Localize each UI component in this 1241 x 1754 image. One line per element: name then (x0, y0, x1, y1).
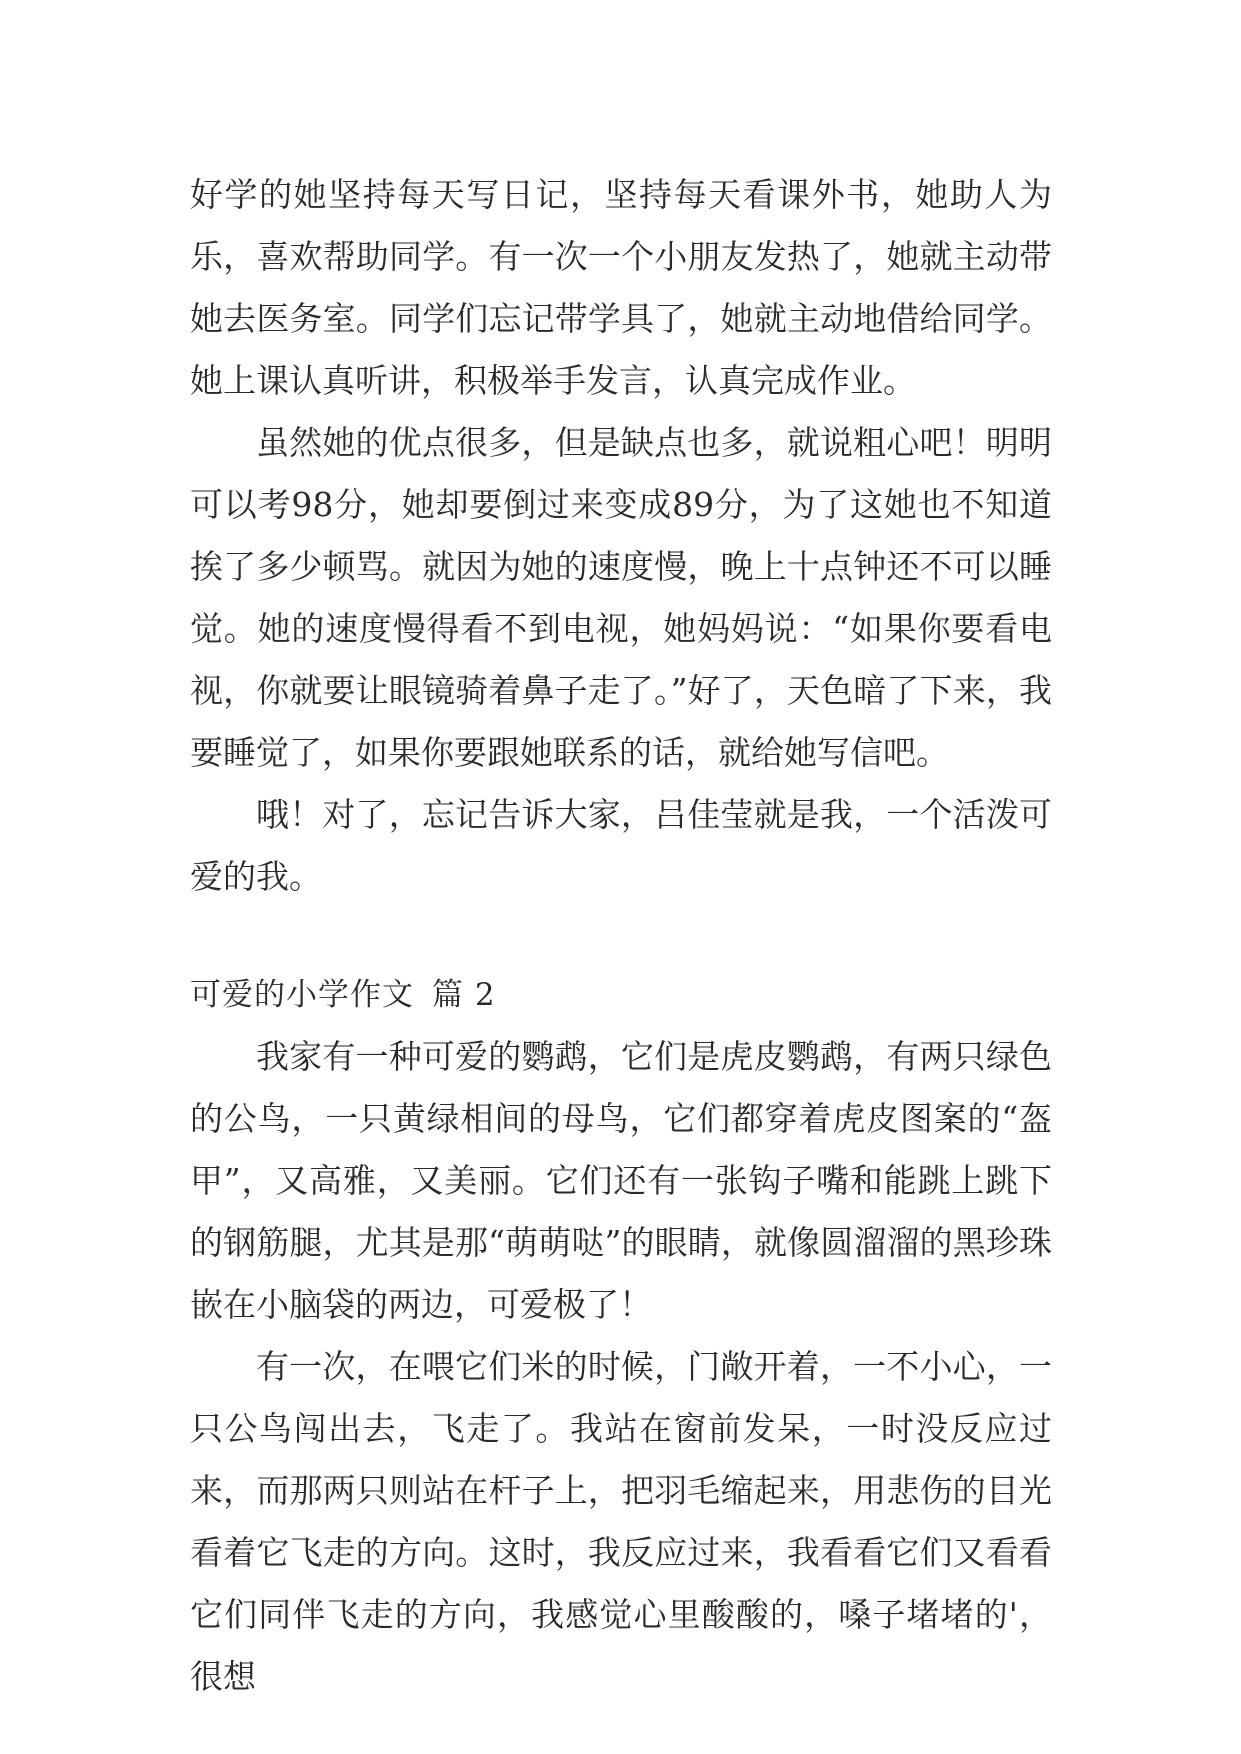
document-body (190, 164, 1052, 1708)
paragraph-parrot-escape: 有一次，在喂它们米的时候，门敞开着，一不小心，一只公鸟闯出去，飞走了。我站在窗前发呆，一时没反应过来，而那两只则站在杆子上，把羽毛缩起来，用悲伤的目光看着它飞走的方向。这时，我反应过来，我看看它们又看看它们同伴飞走的方向，我感觉心里酸酸的，嗓子堵堵的'，很想 (190, 1347, 1052, 1696)
paragraph-reveal: 哦！对了，忘记告诉大家，吕佳莹就是我，一个活泼可爱的我。 (190, 795, 1052, 896)
paragraph-continuation: 好学的她坚持每天写日记，坚持每天看课外书，她助人为乐，喜欢帮助同学。有一次一个小朋友发热了，她就主动带她去医务室。同学们忘记带学具了，她就主动地借给同学。她上课认真听讲，积极举手发言，认真完成作业。 (190, 175, 1052, 400)
paragraph-parrots-intro: 我家有一种可爱的鹦鹉，它们是虎皮鹦鹉，有两只绿色的公鸟，一只黄绿相间的母鸟，它们都穿着虎皮图案的“盔甲”，又高雅，又美丽。它们还有一张钩子嘴和能跳上跳下的钢筋腿，尤其是那“萌萌哒”的眼睛，就像圆溜溜的黑珍珠嵌在小脑袋的两边，可爱极了！ (190, 1037, 1052, 1324)
section-heading (190, 964, 1052, 1026)
section-label: 篇 2 (432, 977, 496, 1013)
paragraph-shortcomings: 虽然她的优点很多，但是缺点也多，就说粗心吧！明明可以考98分，她却要倒过来变成89分，为了这她也不知道挨了多少顿骂。就因为她的速度慢，晚上十点钟还不可以睡觉。她的速度慢得看不到电视，她妈妈说：“如果你要看电视，你就要让眼镜骑着鼻子走了。”好了，天色暗了下来，我要睡觉了，如果你要跟她联系的话，就给她写信吧。 (190, 423, 1052, 772)
section-title: 可爱的小学作文 (190, 977, 414, 1013)
